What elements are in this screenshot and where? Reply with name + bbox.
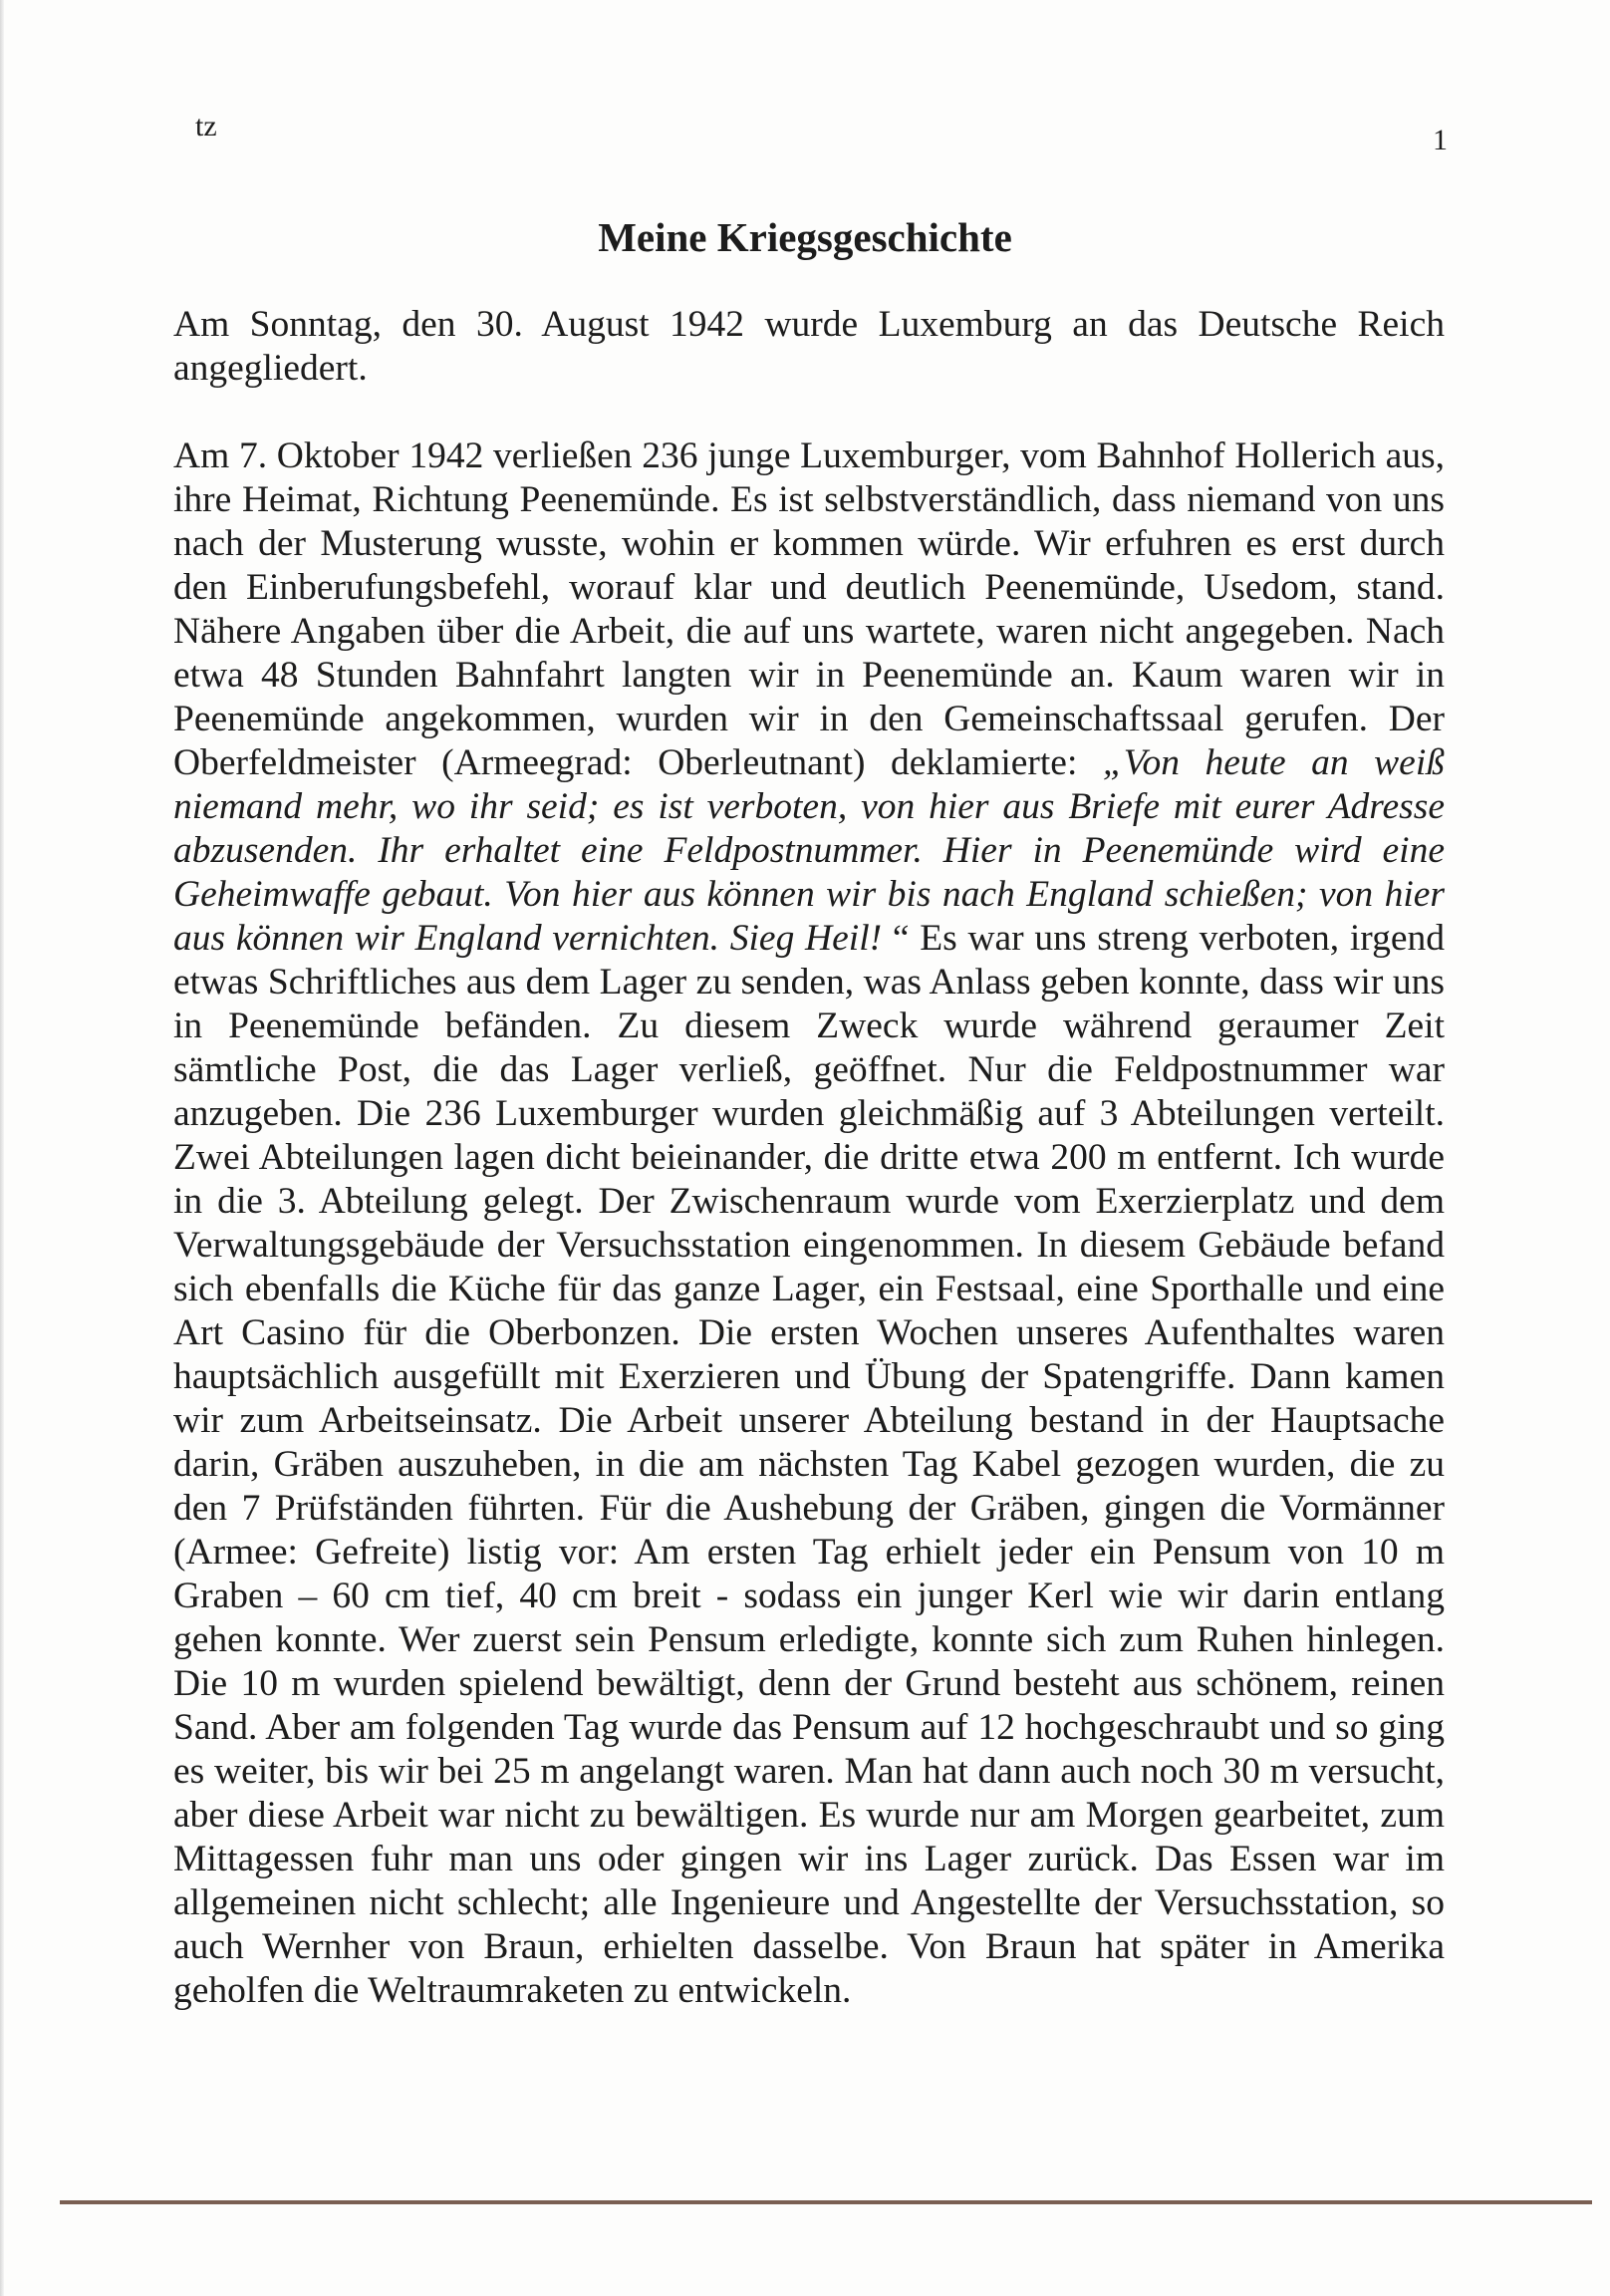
header-initials: tz	[195, 110, 217, 143]
document-title: Meine Kriegsgeschichte	[598, 214, 1012, 260]
body-text	[173, 303, 1445, 2013]
paragraph-text-intro: Am 7. Oktober 1942 verließen 236 junge Luxemburger, vom Bahnhof Hollerich aus, ihre Heimat, Richtung Peenemünde. Es ist selbstverständlich, dass niemand von uns nach der Musterung wusste, wohin er kommen würde. Wir erfuhren es erst durch den Einberufungsbefehl, worauf klar und deutlich Peenemünde, Usedom, stand. Nähere Angaben über die Arbeit, die auf uns wartete, waren nicht angegeben. Nach etwa 48 Stunden Bahnfahrt langten wir in Peenemünde an. Kaum waren wir in Peenemünde angekommen, wurden wir in den Gemeinschaftssaal gerufen. Der Oberfeldmeister (Armeegrad: Oberleutnant) deklamierte:	[173, 435, 1445, 783]
scan-edge-shadow	[0, 0, 4, 2296]
quoted-speech: „Von heute an weiß niemand mehr, wo ihr seid; es ist verboten, von hier aus Briefe mit eurer Adresse abzusenden. Ihr erhaltet eine Feldpostnummer. Hier in Peenemünde wird eine Geheimwaffe gebaut. Von hier aus können wir bis nach England schießen; von hier aus können wir England vernichten. Sieg Heil!	[173, 742, 1445, 959]
paragraph-text-continued: “ Es war uns streng verboten, irgend etwas Schriftliches aus dem Lager zu senden, was Anlass geben konnte, dass wir uns in Peenemünde befänden. Zu diesem Zweck wurde während geraumer Zeit sämtliche Post, die das Lager verließ, geöffnet. Nur die Feldpostnummer war anzugeben. Die 236 Luxemburger wurden gleichmäßig auf 3 Abteilungen verteilt. Zwei Abteilungen lagen dicht beieinander, die dritte etwa 200 m entfernt. Ich wurde in die 3. Abteilung gelegt. Der Zwischenraum wurde vom Exerzierplatz und dem Verwaltungsgebäude der Versuchsstation eingenommen. In diesem Gebäude befand sich ebenfalls die Küche für das ganze Lager, ein Festsaal, eine Sporthalle und eine Art Casino für die Oberbonzen. Die ersten Wochen unseres Aufenthaltes waren hauptsächlich ausgefüllt mit Exerzieren und Übung der Spatengriffe. Dann kamen wir zum Arbeitseinsatz. Die Arbeit unserer Abteilung bestand in der Hauptsache darin, Gräben auszuheben, in die am nächsten Tag Kabel gezogen wurden, die zu den 7 Prüfständen führten. Für die Aushebung der Gräben, gingen die Vormänner (Armee: Gefreite) listig vor: Am ersten Tag erhielt jeder ein Pensum von 10 m Graben – 60 cm tief, 40 cm breit - sodass ein junger Kerl wie wir darin entlang gehen konnte. Wer zuerst sein Pensum erledigte, konnte sich zum Ruhen hinlegen. Die 10 m wurden spielend bewältigt, denn der Grund besteht aus schönem, reinen Sand. Aber am folgenden Tag wurde das Pensum auf 12 hochgeschraubt und so ging es weiter, bis wir bei 25 m angelangt waren. Man hat dann auch noch 30 m versucht, aber diese Arbeit war nicht zu bewältigen. Es wurde nur am Morgen gearbeitet, zum Mittagessen fuhr man uns oder gingen wir ins Lager zurück. Das Essen war im allgemeinen nicht schlecht; alle Ingenieure und Angestellte der Versuchsstation, so auch Wernher von Braun, erhielten dasselbe. Von Braun hat später in Amerika geholfen die Weltraumraketen zu entwickeln.	[173, 918, 1445, 2011]
page-number: 1	[1433, 124, 1448, 156]
paragraph-peenemuende	[173, 434, 1445, 2013]
paragraph-annexation: Am Sonntag, den 30. August 1942 wurde Luxemburg an das Deutsche Reich angegliedert.	[173, 304, 1445, 389]
footer-rule	[60, 2200, 1592, 2204]
